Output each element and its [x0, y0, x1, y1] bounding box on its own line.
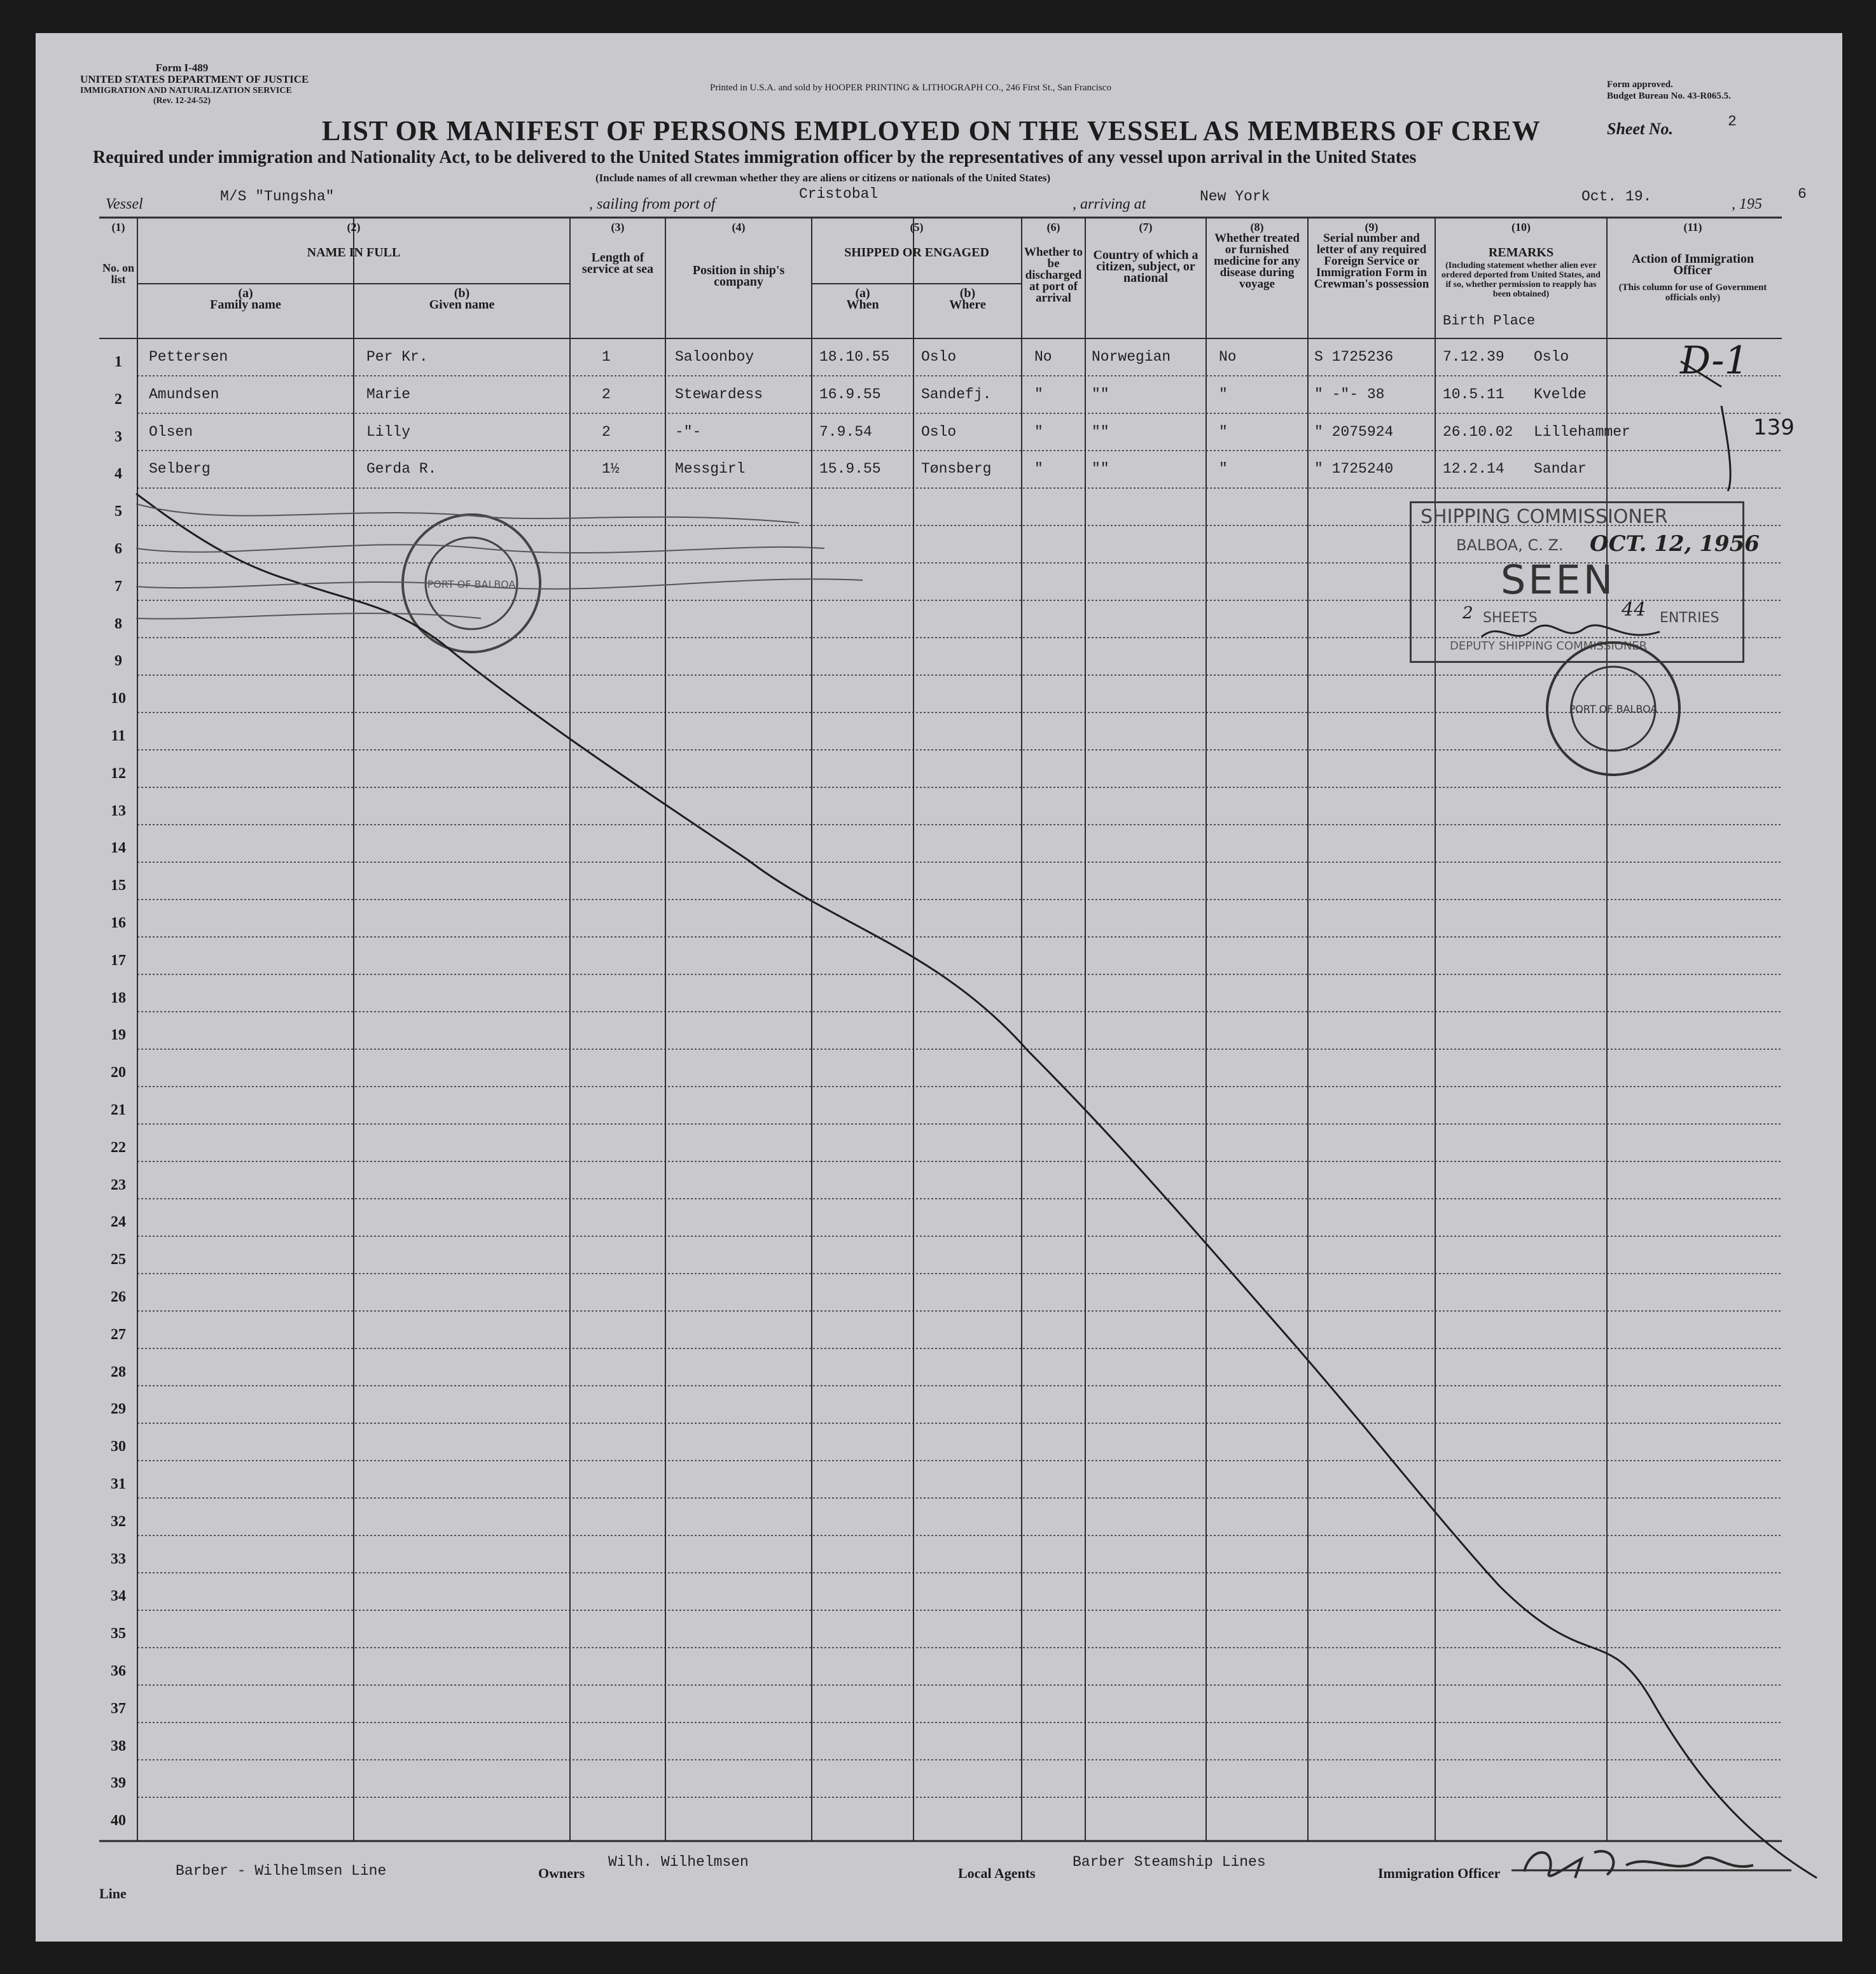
col8-number: (8) — [1250, 221, 1264, 233]
discharge-flag: No — [1034, 349, 1052, 365]
row-number: 11 — [111, 728, 126, 744]
officer-mark: D-1 — [1680, 338, 1749, 383]
service-length: 1½ — [602, 461, 620, 478]
serial-number: " -"- 38 — [1314, 386, 1385, 403]
cancellation-marks — [36, 33, 1842, 1942]
birth-date: 26.10.02 — [1443, 423, 1513, 440]
discharge-flag: " — [1034, 423, 1043, 440]
sheet-label: Sheet No. — [1607, 120, 1673, 138]
row-number: 39 — [111, 1775, 126, 1792]
row-number: 13 — [111, 802, 126, 819]
form-title: LIST OR MANIFEST OF PERSONS EMPLOYED ON THE VESSEL AS MEMBERS OF CREW — [322, 115, 1541, 146]
stamp-deputy: DEPUTY SHIPPING COMMISSIONER — [1450, 639, 1648, 653]
service-length: 2 — [602, 423, 611, 440]
citizenship: "" — [1092, 461, 1109, 478]
citizenship: "" — [1092, 386, 1109, 403]
col2-number: (2) — [347, 221, 361, 233]
family-name: Selberg — [149, 461, 211, 478]
officer-label: Immigration Officer — [1378, 1865, 1501, 1881]
row-number: 14 — [111, 840, 126, 857]
form-approved: Form approved. — [1607, 80, 1673, 90]
row-number: 3 — [115, 428, 122, 445]
serial-number: S 1725236 — [1314, 349, 1394, 365]
discharge-flag: " — [1034, 386, 1043, 403]
row-number: 17 — [111, 952, 126, 969]
family-name: Amundsen — [149, 386, 219, 403]
col4-heading: Position in ship's company — [692, 263, 785, 289]
row-number: 32 — [111, 1513, 126, 1530]
printer-note: Printed in U.S.A. and sold by HOOPER PRINTING & LITHOGRAPH CO., 246 First St., San Francisco — [710, 83, 1111, 93]
col9-number: (9) — [1365, 221, 1379, 233]
row-number: 40 — [111, 1812, 126, 1830]
stamp-title: SHIPPING COMMISSIONER — [1421, 506, 1668, 528]
discharge-flag: " — [1034, 461, 1043, 478]
row-number: 23 — [111, 1176, 126, 1193]
row-number: 15 — [111, 877, 126, 894]
birth-place: Oslo — [1534, 349, 1569, 365]
col5-heading: SHIPPED OR ENGAGED — [844, 246, 989, 260]
col11-heading: Action of Immigration Officer — [1631, 252, 1754, 277]
col11-subheading: (This column for use of Government officials only) — [1618, 282, 1767, 303]
ship-position: Messgirl — [675, 461, 746, 478]
row-number: 31 — [111, 1476, 126, 1492]
given-name: Gerda R. — [366, 461, 437, 478]
col6-heading: Whether to be discharged at port of arrival — [1024, 246, 1083, 305]
shipped-where: Sandefj. — [921, 386, 992, 403]
col1-heading: No. on list — [102, 261, 134, 286]
citizenship: Norwegian — [1092, 349, 1171, 365]
row-number: 8 — [115, 615, 122, 632]
row-number: 2 — [115, 391, 122, 408]
row-number: 29 — [111, 1401, 126, 1418]
year-digit: 6 — [1798, 186, 1807, 202]
row-number: 10 — [111, 690, 126, 707]
col4-number: (4) — [732, 221, 746, 233]
birth-date: 12.2.14 — [1443, 461, 1504, 478]
col5b-heading: (b) Where — [949, 286, 986, 312]
col3-heading: Length of service at sea — [581, 251, 654, 276]
col7-heading: Country of which a citizen, subject, or national — [1093, 248, 1199, 285]
shipped-when: 15.9.55 — [819, 461, 881, 478]
serial-number: " 1725240 — [1314, 461, 1394, 478]
col2-heading: NAME IN FULL — [307, 246, 401, 260]
row-number: 4 — [115, 466, 122, 483]
seal-right-text: PORT OF BALBOA — [1569, 703, 1658, 715]
serial-number: " 2075924 — [1314, 423, 1394, 440]
shipped-where: Oslo — [921, 349, 957, 365]
row-number: 6 — [115, 541, 122, 557]
vessel-label: Vessel — [106, 196, 143, 212]
agents-label: Local Agents — [958, 1865, 1036, 1881]
citizenship: "" — [1092, 423, 1109, 440]
ship-position: -"- — [675, 423, 702, 440]
family-name: Olsen — [149, 423, 193, 440]
birth-place: Lillehammer — [1534, 423, 1630, 440]
row-number: 5 — [115, 503, 122, 520]
vessel-name: M/S "Tungsha" — [220, 188, 335, 205]
service-name: IMMIGRATION AND NATURALIZATION SERVICE — [80, 86, 292, 95]
col10-subheading: (Including statement whether alien ever ordered deported from United States, and if so, whether permission to reapply has been obtained) — [1442, 261, 1601, 299]
col8-heading: Whether treated or furnished medicine for any disease during voyage — [1214, 232, 1300, 291]
stamp-entries-label: ENTRIES — [1660, 610, 1720, 626]
officer-signature — [1511, 1840, 1804, 1891]
birth-place: Sandar — [1534, 461, 1587, 478]
given-name: Lilly — [366, 423, 411, 440]
seal-left-text: PORT OF BALBOA — [427, 578, 516, 590]
row-number: 27 — [111, 1326, 126, 1343]
department-name: UNITED STATES DEPARTMENT OF JUSTICE — [80, 73, 309, 85]
row-number: 16 — [111, 915, 126, 931]
col10-heading: REMARKS — [1488, 246, 1554, 260]
port-to: New York — [1200, 188, 1270, 205]
ship-position: Stewardess — [675, 386, 763, 403]
birth-place: Kvelde — [1534, 386, 1587, 403]
shipped-when: 18.10.55 — [819, 349, 890, 365]
line-value: Barber - Wilhelmsen Line — [176, 1863, 387, 1879]
owners-value: Wilh. Wilhelmsen — [608, 1854, 749, 1870]
row-number: 25 — [111, 1251, 126, 1269]
row-number: 35 — [111, 1625, 126, 1643]
row-number: 21 — [111, 1102, 126, 1118]
row-number: 19 — [111, 1027, 126, 1044]
row-number: 37 — [111, 1700, 126, 1717]
agents-value: Barber Steamship Lines — [1073, 1854, 1266, 1870]
col9-heading: Serial number and letter of any required Foreign Service or Immigration Form in Crewman's possession — [1314, 232, 1429, 291]
port-from: Cristobal — [799, 186, 879, 202]
sailing-label: , sailing from port of — [589, 196, 716, 212]
stamp-sheets-label: SHEETS — [1483, 610, 1538, 626]
sheet-number: 2 — [1728, 113, 1737, 130]
form-subtitle-note: (Include names of all crewman whether they are aliens or citizens or nationals of the United States) — [595, 172, 1051, 184]
col7-number: (7) — [1139, 221, 1153, 233]
row-number: 18 — [111, 989, 126, 1006]
arriving-label: , arriving at — [1073, 196, 1146, 212]
shipped-where: Tønsberg — [921, 461, 992, 478]
shipped-when: 7.9.54 — [819, 423, 872, 440]
stamp-location: BALBOA, C. Z. — [1456, 536, 1564, 554]
budget-bureau: Budget Bureau No. 43-R065.5. — [1607, 91, 1731, 101]
service-length: 1 — [602, 349, 611, 365]
stamp-seen: SEEN — [1501, 557, 1616, 603]
owners-label: Owners — [538, 1865, 585, 1881]
row-number: 1 — [115, 354, 122, 370]
shipped-where: Oslo — [921, 423, 957, 440]
row-number: 22 — [111, 1139, 126, 1156]
col10-birth-place: Birth Place — [1443, 313, 1536, 329]
col5a-heading: (a) When — [846, 286, 879, 312]
col6-number: (6) — [1046, 221, 1060, 233]
birth-date: 7.12.39 — [1443, 349, 1504, 365]
treated-flag: No — [1219, 349, 1237, 365]
service-length: 2 — [602, 386, 611, 403]
row-number: 33 — [111, 1550, 126, 1567]
col11-number: (11) — [1683, 221, 1702, 233]
row-number: 28 — [111, 1363, 126, 1380]
form-revision: (Rev. 12-24-52) — [153, 96, 211, 106]
row-number: 20 — [111, 1064, 126, 1081]
given-name: Per Kr. — [366, 349, 428, 365]
family-name: Pettersen — [149, 349, 228, 365]
row-number: 30 — [111, 1438, 126, 1456]
row-number: 36 — [111, 1663, 126, 1679]
line-label: Line — [99, 1886, 127, 1901]
treated-flag: " — [1219, 423, 1228, 440]
given-name: Marie — [366, 386, 411, 403]
stamp-entries-count: 44 — [1622, 599, 1646, 621]
year-prefix: , 195 — [1732, 196, 1762, 212]
page-number-note: 139 — [1753, 415, 1795, 440]
ship-position: Saloonboy — [675, 349, 754, 365]
col10-number: (10) — [1511, 221, 1531, 233]
col1-number: (1) — [111, 221, 125, 233]
form-number: Form I-489 — [155, 62, 209, 74]
col2b-heading: (b) Given name — [429, 286, 495, 312]
birth-date: 10.5.11 — [1443, 386, 1504, 403]
row-number: 38 — [111, 1737, 126, 1755]
row-number: 34 — [111, 1588, 126, 1605]
col5-number: (5) — [910, 221, 924, 233]
shipped-when: 16.9.55 — [819, 386, 881, 403]
form-subtitle: Required under immigration and Nationality Act, to be delivered to the United States immigration officer by the representatives of any vessel upon arrival in the United States — [93, 148, 1417, 167]
stamp-date: OCT. 12, 1956 — [1590, 531, 1760, 557]
row-number: 12 — [111, 765, 126, 782]
row-number: 26 — [111, 1289, 126, 1305]
col2a-heading: (a) Family name — [210, 286, 281, 312]
row-number: 7 — [115, 578, 122, 595]
stamp-sheets-count: 2 — [1463, 604, 1473, 623]
manifest-sheet — [36, 33, 1842, 1942]
row-number: 9 — [115, 653, 122, 670]
treated-flag: " — [1219, 461, 1228, 478]
row-number: 24 — [111, 1214, 126, 1231]
arrival-date: Oct. 19. — [1581, 188, 1652, 205]
col3-number: (3) — [611, 221, 625, 233]
treated-flag: " — [1219, 386, 1228, 403]
